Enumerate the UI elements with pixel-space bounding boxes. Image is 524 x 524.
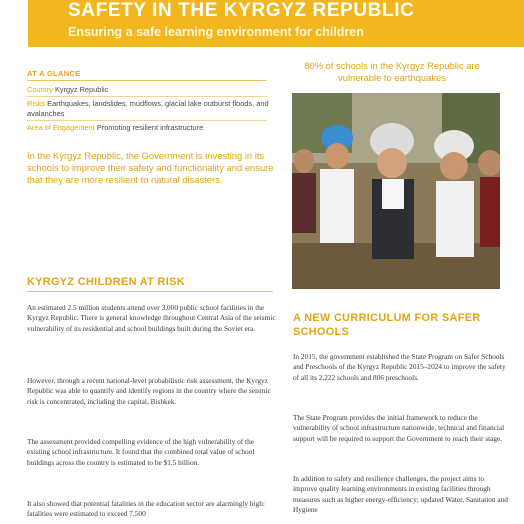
glance-risks-key: Risks xyxy=(27,99,46,108)
section-divider xyxy=(27,291,273,292)
curriculum-paragraph: The State Program provides the initial framework to reduce the vulnerability of school infrastructure nationwide, technical and financial support will be required to support the Government to reach their stage. xyxy=(293,413,505,443)
at-a-glance-label: AT A GLANCE xyxy=(27,69,81,78)
page-subtitle: Ensuring a safe learning environment for children xyxy=(68,25,364,39)
intro-statement: In the Kyrgyz Republic, the Government is investing in its schools to improve their safety and functionality and ensure that they are more resilient to natural disasters. xyxy=(27,150,274,185)
photo-illustration xyxy=(292,93,500,289)
glance-area-value: Promoting resilient infrastructure xyxy=(96,123,204,132)
glance-row-divider xyxy=(27,120,267,121)
risk-paragraph: However, through a recent national-level probabilistic risk assessment, the Kyrgyz Republic was able to quantify and identify regions in the country where the seismic risk is concentrated, including the capital, Bishkek. xyxy=(27,376,271,406)
glance-country-key: Country xyxy=(27,85,53,94)
risk-paragraph: An estimated 2.5 million students attend over 3,000 public school facilities in the Kyrgyz Republic. There is general knowledge throughout Central Asia of the seismic vulnerability of its residential and school buildings built during the Soviet era. xyxy=(27,303,276,333)
glance-country-value: Kyrgyz Republic xyxy=(54,85,109,94)
curriculum-paragraph: In 2015, the government established the State Program on Safer Schools and Preschools of the Kyrgyz Republic 2015–2024 to improve the safety of all its 2,222 schools and 806 preschools. xyxy=(293,352,506,382)
glance-country-row xyxy=(27,85,275,95)
curriculum-paragraph: In addition to safety and resilience challenges, the project aims to improve quality learning environments in existing facilities through measures such as higher energy-efficiency; updated Water, Sanitation and Hygiene xyxy=(293,474,508,515)
glance-row-divider xyxy=(27,96,267,97)
glance-risks-value: Earthquakes, landslides, mudflows, glacial lake outburst floods, and avalanches xyxy=(27,99,269,118)
glance-area-key: Area of Engagement xyxy=(27,123,95,132)
glance-divider xyxy=(27,80,267,81)
photo-caption: 80% of schools in the Kyrgyz Republic are vulnerable to earthquakes xyxy=(304,60,480,83)
risk-paragraph: It also showed that potential fatalities in the education sector are alarmingly high: fatalities were estimated to exceed 7,500 xyxy=(27,499,265,519)
glance-area-row xyxy=(27,123,275,133)
section-heading-new-curriculum: A NEW CURRICULUM FOR SAFER SCHOOLS xyxy=(293,312,481,338)
page-title: SAFETY IN THE KYRGYZ REPUBLIC xyxy=(68,0,415,21)
glance-risks-row xyxy=(27,99,275,119)
risk-paragraph: The assessment provided compelling evidence of the high vulnerability of the existing school infrastructure. It found that the combined total value of school buildings across the country is estimated to be $1.5 billion. xyxy=(27,437,255,467)
schoolchildren-photo xyxy=(292,93,500,289)
title-banner xyxy=(28,0,524,47)
section-heading-children-at-risk: KYRGYZ CHILDREN AT RISK xyxy=(27,276,185,288)
